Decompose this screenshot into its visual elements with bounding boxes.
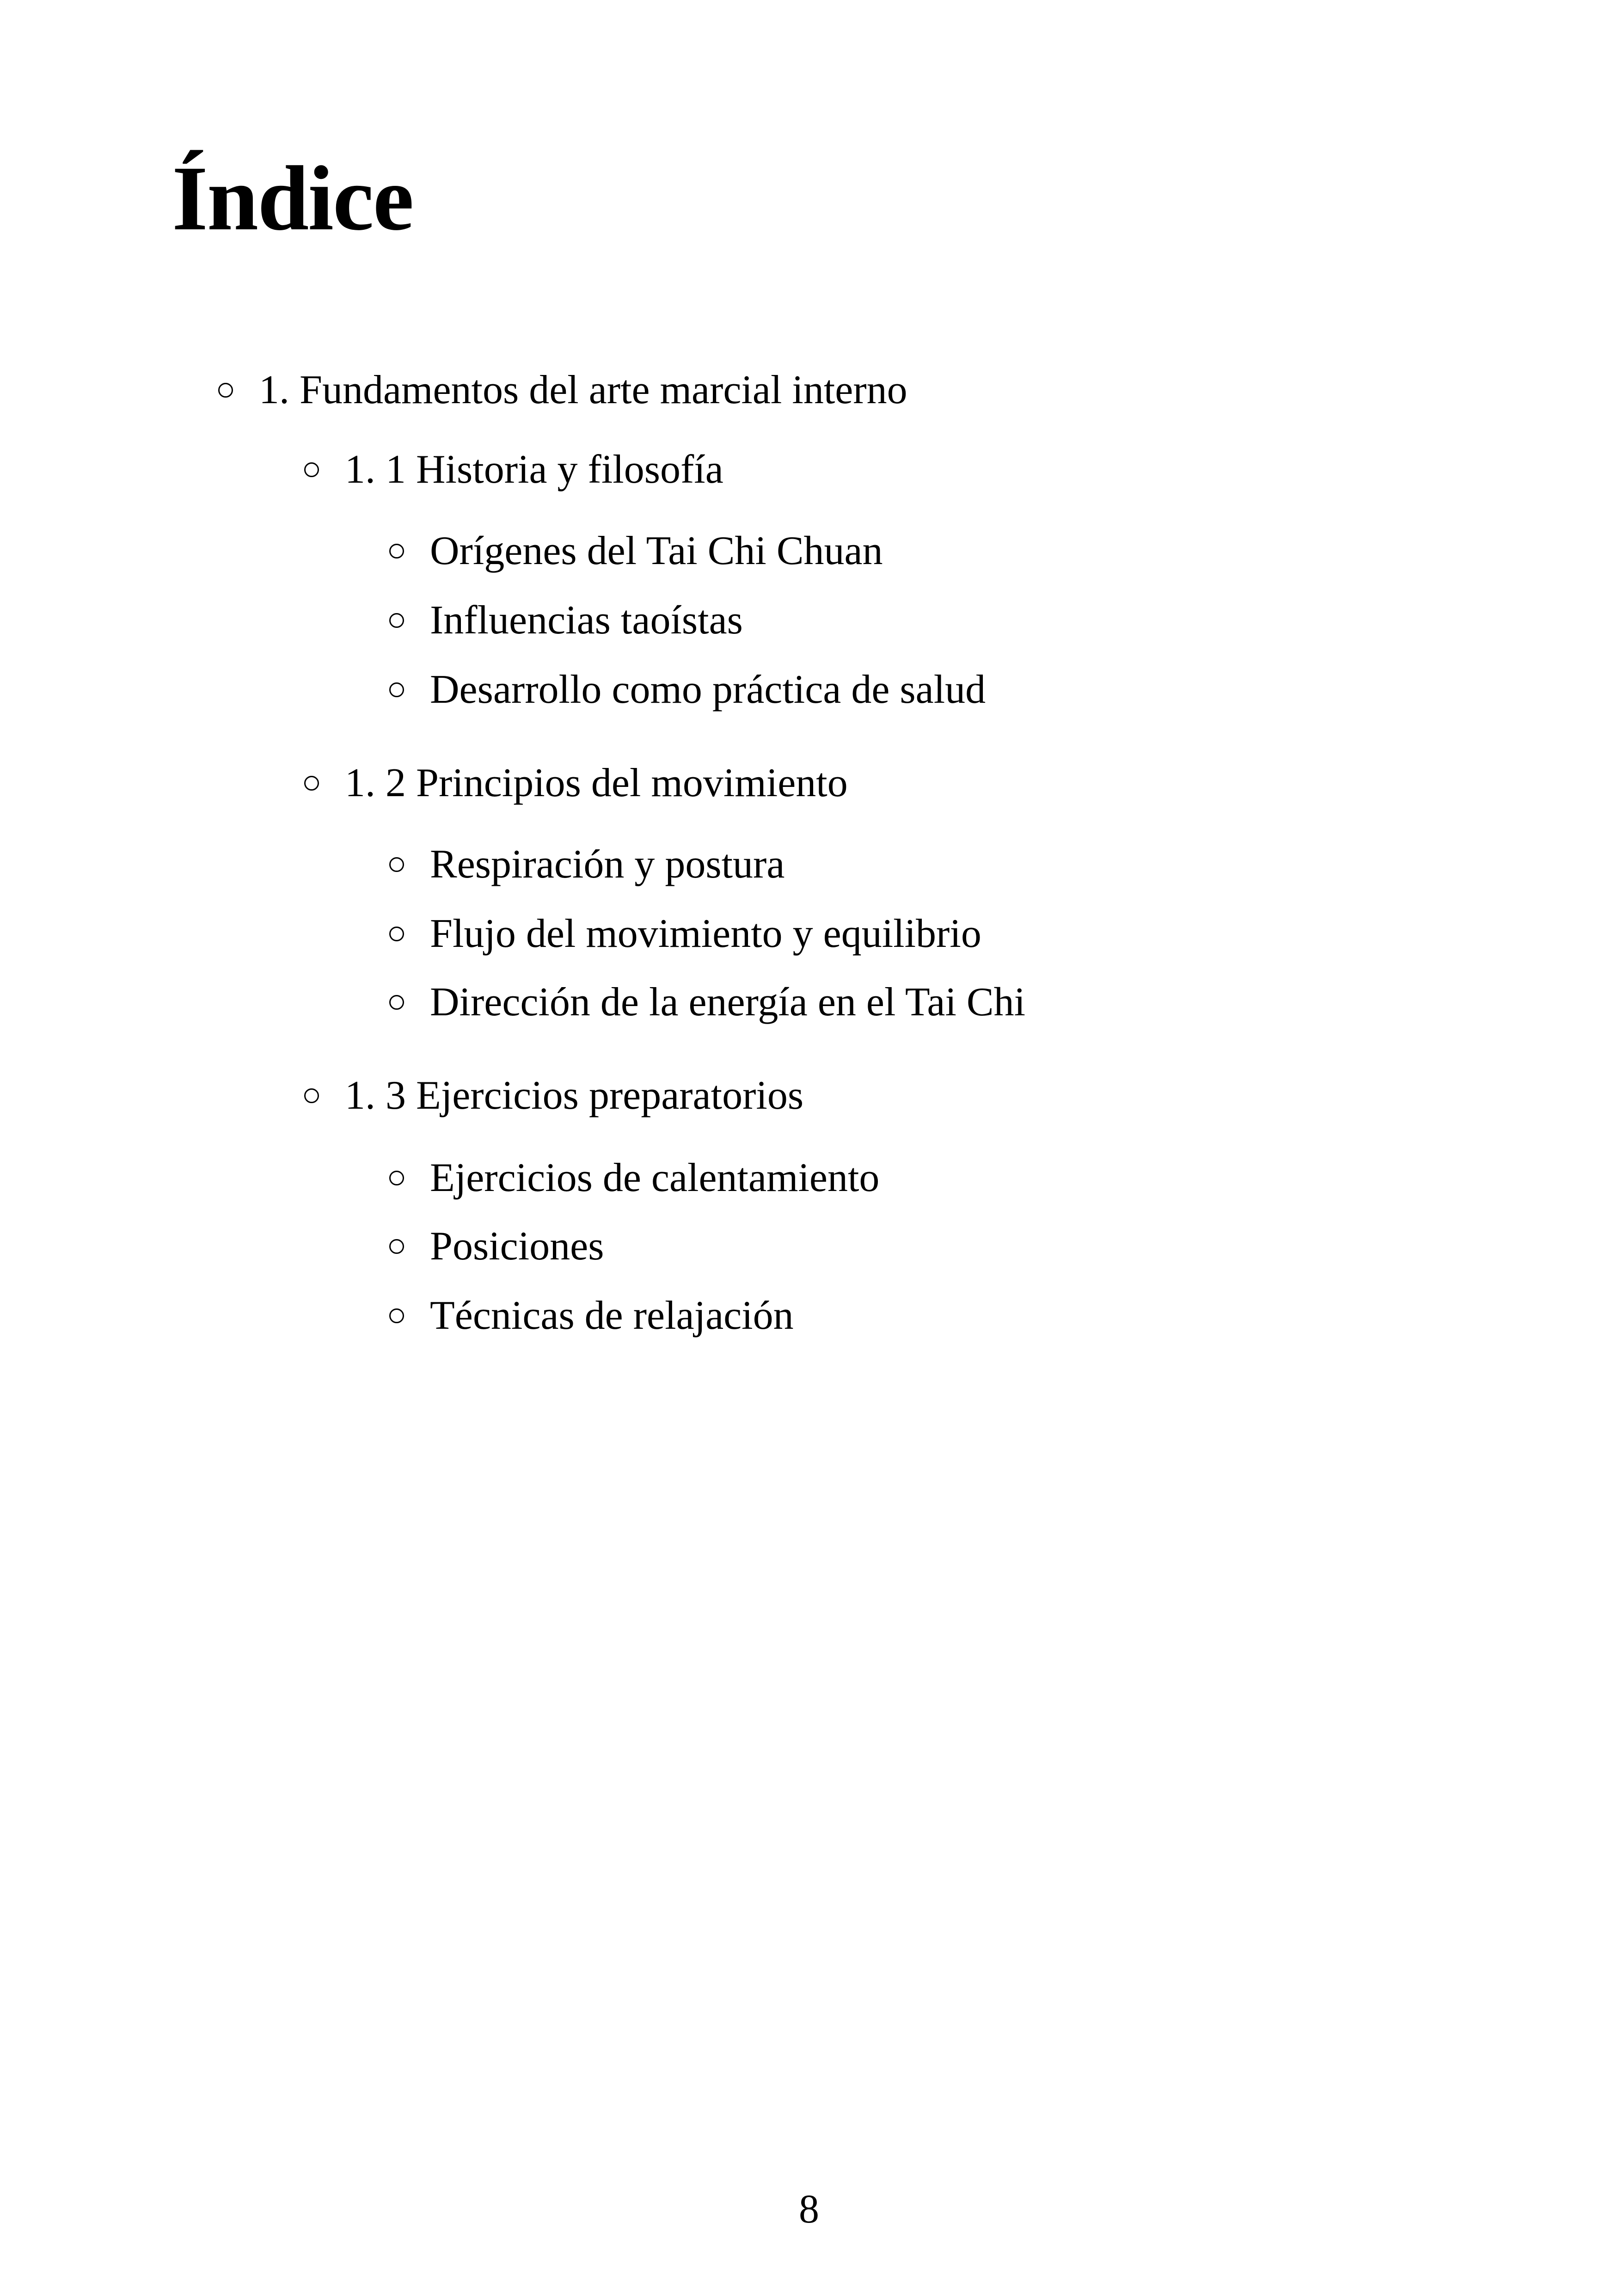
circle-bullet-icon: [304, 462, 319, 477]
toc-subsection-label: Respiración y postura: [430, 842, 785, 887]
toc-subsection-label: Posiciones: [430, 1224, 604, 1269]
circle-bullet-icon: [389, 1239, 404, 1254]
toc-section-label: 1. 1 Historia y filosofía: [345, 447, 723, 492]
toc-subsection-entry[interactable]: [389, 1155, 880, 1200]
toc-section-entry[interactable]: [304, 449, 723, 490]
toc-subsection-label: Orígenes del Tai Chi Chuan: [430, 528, 883, 573]
toc-subsection-entry[interactable]: [389, 982, 1025, 1023]
toc-subsection-entry[interactable]: [389, 528, 883, 573]
circle-bullet-icon: [389, 544, 404, 559]
circle-bullet-icon: [389, 1308, 404, 1323]
circle-bullet-icon: [304, 776, 319, 791]
toc-subsection-entry[interactable]: [389, 911, 981, 956]
toc-subsection-label: Técnicas de relajación: [430, 1293, 794, 1338]
circle-bullet-icon: [389, 682, 404, 697]
toc-subsection-entry[interactable]: [389, 844, 784, 885]
toc-subsection-label: Flujo del movimiento y equilibrio: [430, 911, 981, 956]
toc-subsection-entry[interactable]: [389, 669, 986, 710]
toc-subsection-label: Dirección de la energía en el Tai Chi: [430, 980, 1026, 1025]
circle-bullet-icon: [389, 927, 404, 941]
circle-bullet-icon: [389, 857, 404, 872]
toc-subsection-entry[interactable]: [389, 1226, 604, 1267]
circle-bullet-icon: [304, 1088, 319, 1103]
toc-section-entry[interactable]: [304, 1075, 803, 1116]
toc-subsection-entry[interactable]: [389, 600, 743, 641]
toc-subsection-label: Ejercicios de calentamiento: [430, 1155, 880, 1200]
toc-section-label: 1. 3 Ejercicios preparatorios: [345, 1073, 804, 1118]
toc-section-entry[interactable]: [304, 763, 848, 804]
circle-bullet-icon: [218, 383, 233, 398]
circle-bullet-icon: [389, 995, 404, 1010]
toc-section-label: 1. 2 Principios del movimiento: [345, 761, 848, 805]
toc-chapter-label: 1. Fundamentos del arte marcial interno: [259, 368, 907, 412]
toc-subsection-label: Desarrollo como práctica de salud: [430, 667, 986, 712]
circle-bullet-icon: [389, 1171, 404, 1185]
circle-bullet-icon: [389, 613, 404, 628]
toc-chapter-entry[interactable]: [218, 370, 907, 411]
toc-subsection-label: Influencias taoístas: [430, 598, 743, 643]
toc-subsection-entry[interactable]: [389, 1295, 794, 1336]
page-title: Índice: [172, 147, 413, 250]
page-number: 8: [799, 2187, 819, 2232]
